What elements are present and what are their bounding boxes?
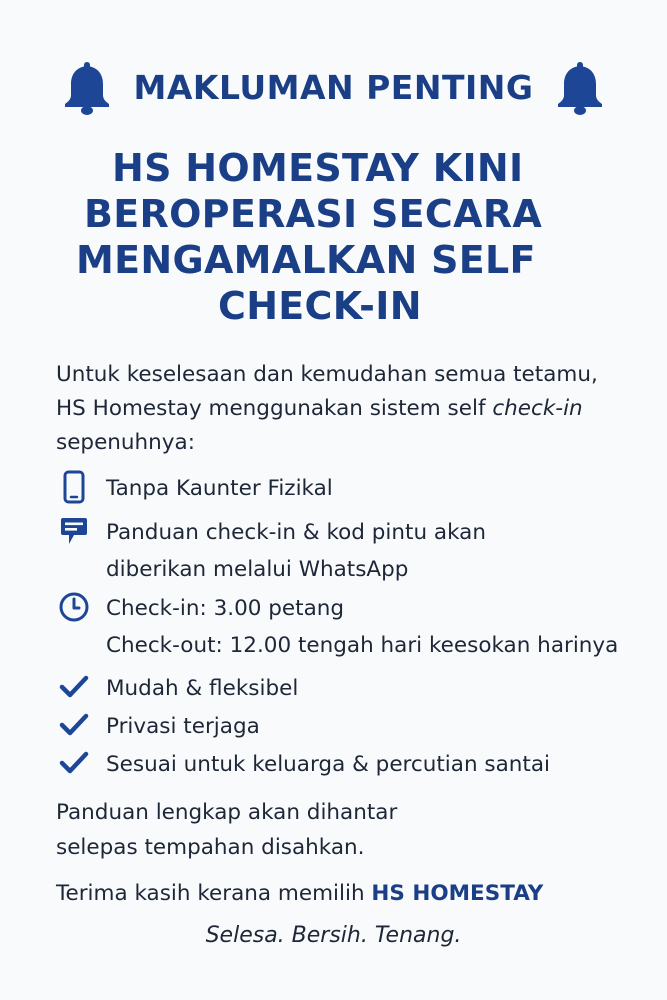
feature-item [56,708,260,745]
brand-name: HS HOMESTAY [371,881,544,906]
intro-line [56,392,656,426]
feature-text: Panduan check-in & kod pintu akan [106,520,486,545]
feature-text: Mudah & fleksibel [106,676,299,701]
bell-icon [62,58,112,116]
intro-line: Untuk keselesaan dan kemudahan semua tetamu, [56,362,598,387]
headline-line: HS HOMESTAY KINI [112,146,524,190]
feature-text: Check-in: 3.00 petang [106,596,345,621]
headline [40,145,620,329]
check-icon [56,708,92,742]
check-icon [56,746,92,780]
thanks-line [56,876,636,912]
feature-item [56,670,298,707]
feature-text: Privasi terjaga [106,714,260,739]
tagline: Selesa. Bersih. Tenang. [205,923,462,948]
intro-text: HS Homestay menggunakan sistem self [56,396,493,421]
intro-paragraph [56,358,656,460]
closing-paragraph [56,795,616,865]
feature-item [56,590,618,664]
headline-line: BEROPERASI SECARA [84,192,543,236]
feature-text: diberikan melalui WhatsApp [106,557,409,582]
intro-line: sepenuhnya: [56,430,195,455]
bell-icon [555,58,605,116]
phone-icon [56,470,92,504]
closing-line: selepas tempahan disahkan. [56,835,365,860]
feature-item [56,470,333,507]
feature-item [56,514,486,588]
feature-item [56,746,550,783]
chat-icon [56,514,92,548]
intro-italic: check-in [492,396,583,421]
header-title: MAKLUMAN PENTING [133,67,534,107]
thanks-text: Terima kasih kerana memilih [56,881,372,906]
clock-icon [56,590,92,624]
feature-text: Sesuai untuk keluarga & percutian santai [106,752,550,777]
header [0,58,667,116]
check-icon [56,670,92,704]
closing-line: Panduan lengkap akan dihantar [56,800,398,825]
feature-text: Check-out: 12.00 tengah hari keesokan harinya [106,633,619,658]
headline-line: MENGAMALKAN SELF [76,238,536,282]
feature-text: Tanpa Kaunter Fizikal [106,476,333,501]
headline-line: CHECK-IN [218,284,422,328]
